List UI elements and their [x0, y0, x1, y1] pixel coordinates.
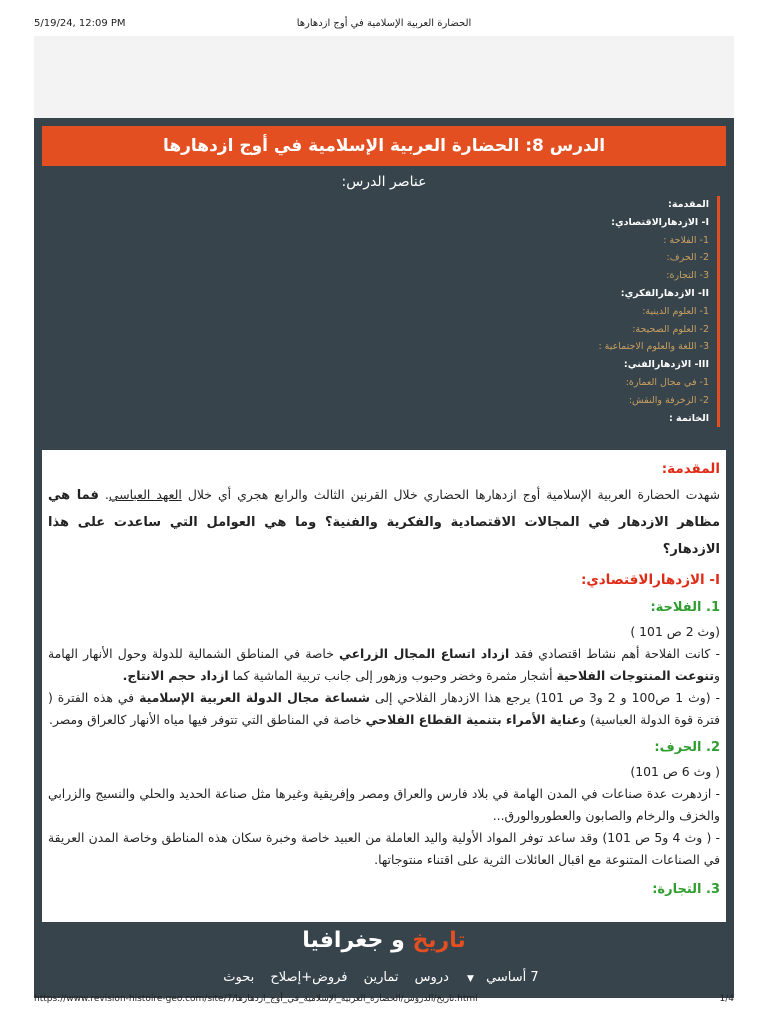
- nav-grade-7[interactable]: [465, 970, 545, 985]
- nav-tests[interactable]: فروض+إصلاح: [270, 970, 348, 985]
- nav-exercises[interactable]: تمارين: [363, 970, 399, 985]
- lesson-content: [42, 450, 726, 922]
- toc-list: [320, 196, 720, 427]
- nav-lessons[interactable]: دروس: [414, 970, 449, 985]
- print-timestamp: 5/19/24, 12:09 PM: [34, 18, 126, 29]
- section1-heading: I- الازدهارالاقتصادي:: [580, 572, 720, 588]
- agriculture-heading: 1. الفلاحة:: [650, 600, 720, 615]
- chevron-down-icon: ▼: [467, 974, 474, 984]
- trade-heading: 3. التجارة:: [652, 882, 720, 897]
- text: - كانت الفلاحة أهم نشاط اقتصادي فقد: [509, 646, 720, 661]
- toc-item[interactable]: 2- العلوم الصحيحة:: [632, 323, 709, 335]
- text: في هذه الفترة ( فترة قوة الدولة العباسية) و: [48, 690, 720, 727]
- intro-heading: المقدمة:: [661, 461, 720, 477]
- abbasid-link[interactable]: العهد العباسي: [108, 487, 182, 502]
- text: خاصة في المناطق الشمالية للدولة وحول الأنهار الهامة و: [48, 646, 720, 683]
- toc-item[interactable]: المقدمة:: [668, 199, 709, 210]
- lesson-title: الدرس 8: الحضارة العربية الإسلامية في أوج ازدهارها: [42, 126, 726, 166]
- print-header: [0, 0, 768, 34]
- brand-geography: جغرافيا: [302, 928, 384, 953]
- toc-heading: عناصر الدرس:: [341, 174, 427, 190]
- text-bold: تنوعت المنتوجات الفلاحية: [556, 668, 715, 683]
- print-url: https://www.revision-histoire-geo.com/site/7/تاريخ/الدروس/الحضارة_العربية_الإسلامية_في_أوج_ازدهارها.html: [34, 994, 478, 1004]
- print-footer: [0, 990, 768, 1024]
- toc-item[interactable]: 2- الزخرفة والنقش:: [628, 394, 709, 406]
- print-page-number: 1/4: [719, 994, 734, 1004]
- nav-research[interactable]: بحوث: [223, 970, 255, 985]
- text-bold: ازداد حجم الانتاج.: [122, 668, 229, 683]
- toc-item[interactable]: 1- في مجال العمارة:: [625, 376, 709, 388]
- agriculture-ref: (وث 2 ص 101 ): [630, 624, 720, 639]
- crafts-heading: 2. الحرف:: [654, 740, 720, 755]
- toc-item[interactable]: II- الازدهارالفكري:: [620, 287, 709, 299]
- intro-question: فما هي مظاهر الازدهار في المجالات الاقتصادية والفكرية والفنية؟ وما هي العوامل التي ساعدت على هذا الازدهار؟: [48, 488, 720, 557]
- site-nav-bar: [34, 922, 734, 998]
- ad-placeholder: [34, 36, 734, 118]
- text-bold: عناية الأمراء بتنمية القطاع الفلاحي: [365, 712, 581, 727]
- main-nav: [34, 970, 734, 985]
- text: أشجار مثمرة وخضر وحبوب وزهور إلى جانب تربية الماشية كما: [228, 668, 557, 683]
- text-bold: شساعة مجال الدولة العربية الإسلامية: [139, 690, 370, 705]
- text: خاصة في المناطق التي تتوفر فيها مياه الأنهار كالعراق ومصر.: [49, 712, 366, 727]
- site-brand[interactable]: [34, 928, 734, 953]
- brand-history: تاريخ: [412, 928, 466, 953]
- toc-item[interactable]: I- الازدهارالاقتصادي:: [611, 216, 709, 228]
- intro-text: شهدت الحضارة العربية الإسلامية أوج ازدهارها الحضاري خلال القرنين الثالث والرابع هجري أي خلال: [181, 487, 720, 502]
- agriculture-paragraph-2: [48, 687, 720, 731]
- lesson-frame: [34, 118, 734, 998]
- crafts-paragraph-1: - ازدهرت عدة صناعات في المدن الهامة في بلاد فارس والعراق ومصر وإفريقية وغيرها مثل صناعة الحديد والحلي والنسيج والزرابي والخزف والرخام والصابون والعطوروالورق...: [48, 786, 720, 823]
- toc-item[interactable]: الخاتمة :: [668, 412, 709, 424]
- crafts-ref: ( وث 6 ص 101): [630, 764, 720, 779]
- toc-item[interactable]: III- الازدهارالفني:: [623, 359, 709, 371]
- nav-grade-7-label: 7 أساسي: [486, 970, 539, 985]
- intro-text-end: .: [98, 487, 109, 502]
- toc-item[interactable]: 1- العلوم الدينية:: [642, 305, 709, 317]
- text-bold: ازداد اتساع المجال الزراعي: [339, 646, 510, 661]
- brand-and: و: [391, 928, 405, 953]
- toc-item[interactable]: 3- التجارة:: [666, 270, 709, 282]
- print-title: الحضارة العربية الإسلامية في أوج ازدهارها: [296, 18, 472, 29]
- toc-item[interactable]: 2- الحرف:: [666, 252, 709, 264]
- agriculture-paragraph-1: [48, 643, 720, 687]
- intro-paragraph: [48, 482, 720, 563]
- crafts-paragraph-2: - ( وث 4 و5 ص 101) وقد ساعد توفر المواد الأولية واليد العاملة من العبيد خاصة وخبرة سكان هذه المناطق وخاصة المدن العريقة في الصناعات المتنوعة مع اقبال العائلات الثرية على اقتناء منتوجاتها.: [48, 830, 720, 867]
- text: - (وث 1 ص100 و 2 و3 ص 101) يرجع هذا الازدهار الفلاحي إلى: [369, 690, 720, 705]
- toc-item[interactable]: 3- اللغة والعلوم الاجتماعية :: [598, 341, 709, 353]
- toc-item[interactable]: 1- الفلاحة :: [663, 234, 709, 246]
